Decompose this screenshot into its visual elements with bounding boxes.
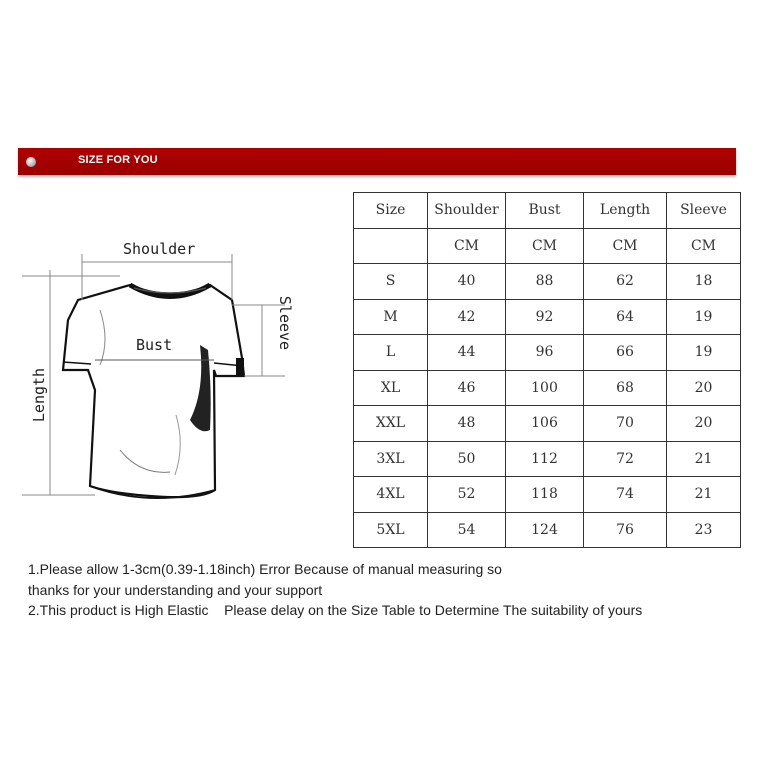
shoulder-cell: 42 [428, 299, 506, 335]
size-table [353, 192, 741, 548]
unit-cell [354, 228, 428, 264]
sleeve-cell: 20 [667, 370, 741, 406]
unit-cell: CM [667, 228, 741, 264]
shoulder-cell: 50 [428, 441, 506, 477]
unit-cell: CM [428, 228, 506, 264]
bust-cell: 112 [506, 441, 584, 477]
header-bust: Bust [506, 193, 584, 229]
shoulder-cell: 48 [428, 406, 506, 442]
header-length: Length [584, 193, 667, 229]
table-unit-row [354, 228, 741, 264]
length-cell: 74 [584, 477, 667, 513]
table-row [354, 512, 741, 548]
table-row [354, 406, 741, 442]
bust-cell: 118 [506, 477, 584, 513]
table-header-row [354, 193, 741, 229]
size-cell: L [354, 335, 428, 371]
table-row [354, 264, 741, 300]
size-cell: S [354, 264, 428, 300]
shoulder-cell: 52 [428, 477, 506, 513]
size-cell: XL [354, 370, 428, 406]
length-cell: 68 [584, 370, 667, 406]
tshirt-diagram [0, 190, 330, 530]
shoulder-cell: 54 [428, 512, 506, 548]
bust-cell: 96 [506, 335, 584, 371]
shoulder-cell: 46 [428, 370, 506, 406]
unit-cell: CM [584, 228, 667, 264]
length-label: Length [30, 367, 48, 423]
banner-title: SIZE FOR YOU [78, 154, 158, 166]
shoulder-cell: 40 [428, 264, 506, 300]
sleeve-label: Sleeve [276, 295, 294, 351]
sleeve-cell: 19 [667, 335, 741, 371]
length-cell: 72 [584, 441, 667, 477]
table-row [354, 441, 741, 477]
length-cell: 66 [584, 335, 667, 371]
bust-cell: 124 [506, 512, 584, 548]
size-banner [18, 148, 736, 175]
sleeve-cell: 20 [667, 406, 741, 442]
note-line-1: 1.Please allow 1-3cm(0.39-1.18inch) Error Because of manual measuring so [28, 561, 502, 577]
sleeve-cell: 21 [667, 477, 741, 513]
bust-label: Bust [136, 336, 173, 354]
note-line-3: 2.This product is High Elastic Please delay on the Size Table to Determine The suitability of yours [28, 602, 643, 618]
note-line-2: thanks for your understanding and your support [28, 581, 323, 598]
shoulder-cell: 44 [428, 335, 506, 371]
length-cell: 64 [584, 299, 667, 335]
size-cell: M [354, 299, 428, 335]
length-cell: 76 [584, 512, 667, 548]
bust-cell: 88 [506, 264, 584, 300]
sleeve-cell: 18 [667, 264, 741, 300]
size-cell: XXL [354, 406, 428, 442]
bust-cell: 100 [506, 370, 584, 406]
header-shoulder: Shoulder [428, 193, 506, 229]
bullet-icon [26, 157, 36, 167]
size-notes [28, 559, 642, 621]
shoulder-label: Shoulder [123, 240, 196, 258]
table-row [354, 335, 741, 371]
header-size: Size [354, 193, 428, 229]
bust-cell: 92 [506, 299, 584, 335]
table-row [354, 370, 741, 406]
sleeve-cell: 23 [667, 512, 741, 548]
sleeve-cell: 19 [667, 299, 741, 335]
unit-cell: CM [506, 228, 584, 264]
size-cell: 5XL [354, 512, 428, 548]
table-row [354, 477, 741, 513]
size-cell: 3XL [354, 441, 428, 477]
bust-cell: 106 [506, 406, 584, 442]
sleeve-cell: 21 [667, 441, 741, 477]
length-cell: 62 [584, 264, 667, 300]
header-sleeve: Sleeve [667, 193, 741, 229]
length-cell: 70 [584, 406, 667, 442]
size-cell: 4XL [354, 477, 428, 513]
table-row [354, 299, 741, 335]
